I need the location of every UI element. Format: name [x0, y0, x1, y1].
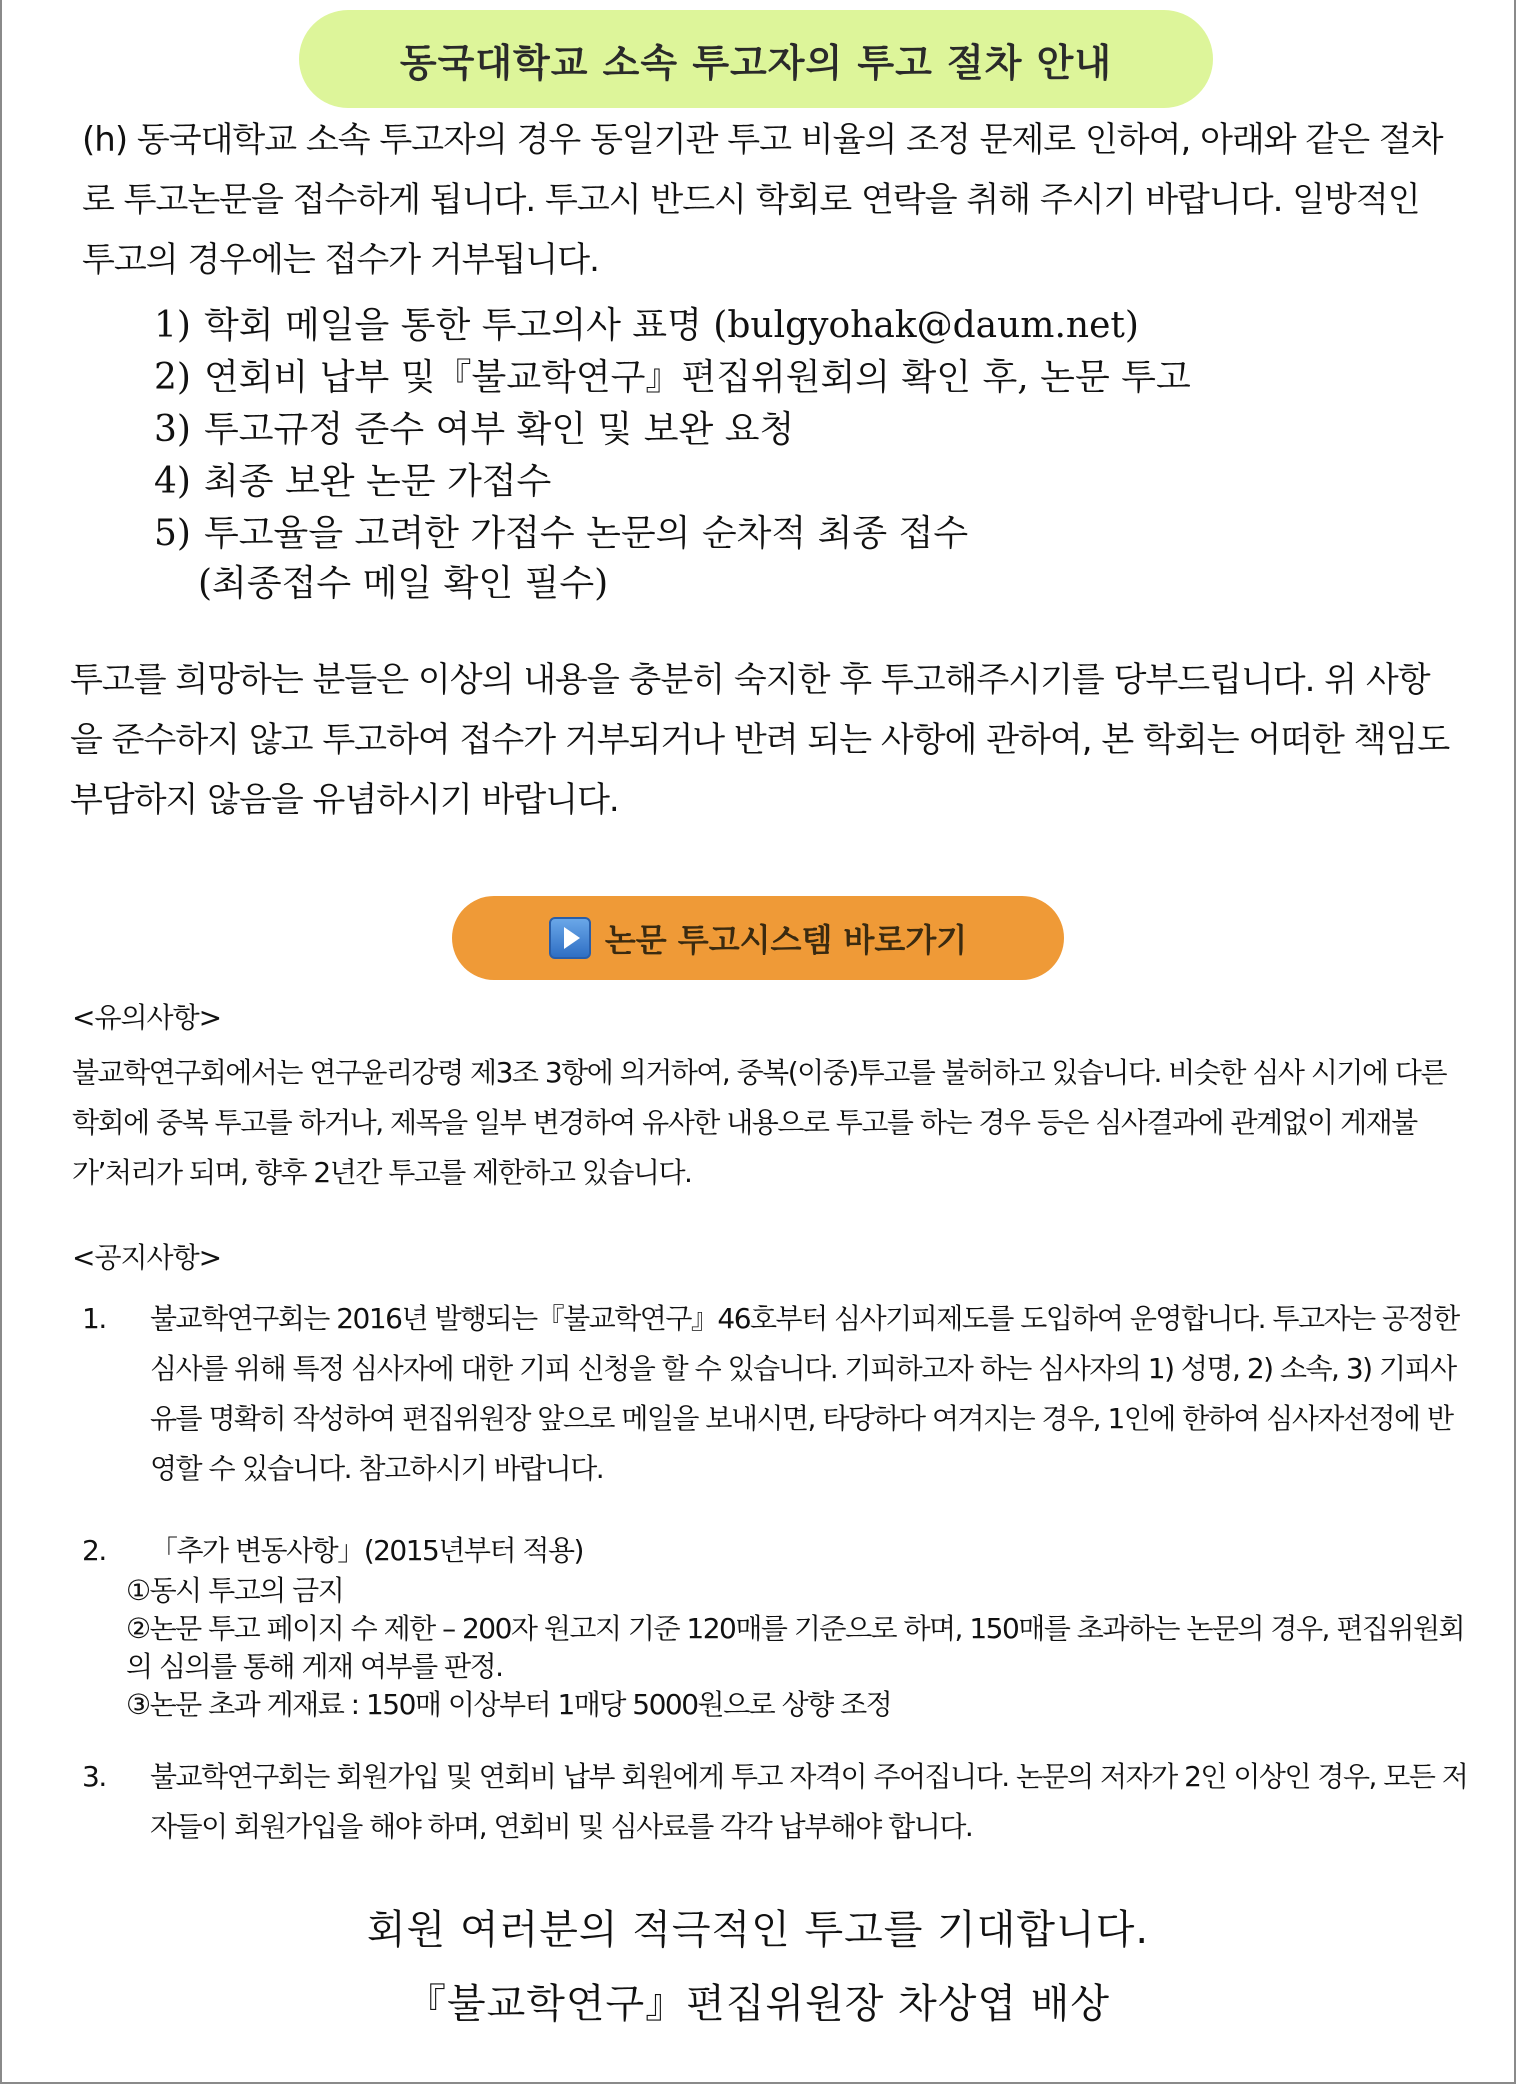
step-4 [154, 456, 1394, 508]
closing-message: 회원 여러분의 적극적인 투고를 기대합니다. [366, 1907, 1150, 1953]
step-2-text: 연회비 납부 및『불교학연구』편집위원회의 확인 후, 논문 투고 [204, 357, 1191, 398]
announcement-2-sub-2: ②논문 투고 페이지 수 제한 – 200자 원고지 기준 120매를 기준으로 하며, 150매를 초과하는 논문의 경우, 편집위원회의 심의를 통해 게재 여부를 판정. [126, 1612, 1465, 1683]
announcement-3-number: 3. [82, 1760, 106, 1793]
announcement-2-number: 2. [82, 1534, 106, 1567]
procedure-steps [154, 300, 1394, 608]
notes-paragraph: 불교학연구회에서는 연구윤리강령 제3조 3항에 의거하여, 중복(이중)투고를 불허하고 있습니다. 비슷한 심사 시기에 다른 학회에 중복 투고를 하거나, 제목을 일부 변경하여 유사한 내용으로 투고를 하는 경우 등은 심사결과에 관계없이 게재불가’처리가 되며, 향후 2년간 투고를 제한하고 있습니다. [72, 1056, 1446, 1189]
step-3-text: 투고규정 준수 여부 확인 및 보완 요청 [204, 409, 795, 450]
step-1-text: 학회 메일을 통한 투고의사 표명 (bulgyohak@daum.net) [204, 305, 1139, 346]
play-button-icon [549, 917, 591, 959]
announcements-heading: <공지사항> [72, 1241, 222, 1274]
closing-signature: 『불교학연구』편집위원장 차상엽 배상 [405, 1981, 1111, 2027]
step-5 [154, 508, 1394, 560]
announcement-2-sub-3: ③논문 초과 게재료 : 150매 이상부터 1매당 5000원으로 상향 조정 [126, 1688, 892, 1721]
page-title: 동국대학교 소속 투고자의 투고 절차 안내 [299, 10, 1213, 108]
announcement-2-sub-1: ①동시 투고의 금지 [126, 1574, 344, 1607]
step-3-number: 3) [154, 409, 191, 450]
step-1-number: 1) [154, 305, 191, 346]
submission-system-button-label: 논문 투고시스템 바로가기 [604, 921, 968, 959]
intro-paragraph: (h) 동국대학교 소속 투고자의 경우 동일기관 투고 비율의 조정 문제로 인하여, 아래와 같은 절차로 투고논문을 접수하게 됩니다. 투고시 반드시 학회로 연락을 취해 주시기 바랍니다. 일방적인 투고의 경우에는 접수가 거부됩니다. [82, 120, 1443, 280]
step-1 [154, 300, 1394, 352]
bottom-divider [0, 2082, 1516, 2084]
step-5-text: 투고율을 고려한 가접수 논문의 순차적 최종 접수 [204, 513, 969, 554]
announcement-3-text: 불교학연구회는 회원가입 및 연회비 납부 회원에게 투고 자격이 주어집니다. 논문의 저자가 2인 이상인 경우, 모든 저자들이 회원가입을 해야 하며, 연회비 및 심사료를 각각 납부해야 합니다. [150, 1760, 1468, 1843]
step-3 [154, 404, 1394, 456]
announcement-item-1 [82, 1294, 1472, 1494]
step-4-text: 최종 보완 논문 가접수 [204, 461, 552, 502]
announcement-1-number: 1. [82, 1302, 106, 1335]
step-4-number: 4) [154, 461, 191, 502]
notes-heading: <유의사항> [72, 1001, 222, 1034]
announcement-1-text: 불교학연구회는 2016년 발행되는『불교학연구』46호부터 심사기피제도를 도입하여 운영합니다. 투고자는 공정한 심사를 위해 특정 심사자에 대한 기피 신청을 할 수 있습니다. 기피하고자 하는 심사자의 1) 성명, 2) 소속, 3) 기피사유를 명확히 작성하여 편집위원장 앞으로 메일을 보내시면, 타당하다 여겨지는 경우, 1인에 한하여 심사자선정에 반영할 수 있습니다. 참고하시기 바랍니다. [150, 1302, 1459, 1485]
announcement-item-2 [82, 1530, 1472, 1724]
submission-system-button[interactable] [452, 896, 1064, 980]
announcement-item-3 [82, 1752, 1472, 1852]
step-5-number: 5) [154, 513, 191, 554]
step-2-number: 2) [154, 357, 191, 398]
caution-paragraph: 투고를 희망하는 분들은 이상의 내용을 충분히 숙지한 후 투고해주시기를 당부드립니다. 위 사항을 준수하지 않고 투고하여 접수가 거부되거나 반려 되는 사항에 관하여, 본 학회는 어떠한 책임도 부담하지 않음을 유념하시기 바랍니다. [70, 660, 1450, 820]
step-2 [154, 352, 1394, 404]
announcement-2-text: 「추가 변동사항」(2015년부터 적용) [150, 1534, 583, 1567]
step-5-subnote: (최종접수 메일 확인 필수) [198, 563, 609, 604]
